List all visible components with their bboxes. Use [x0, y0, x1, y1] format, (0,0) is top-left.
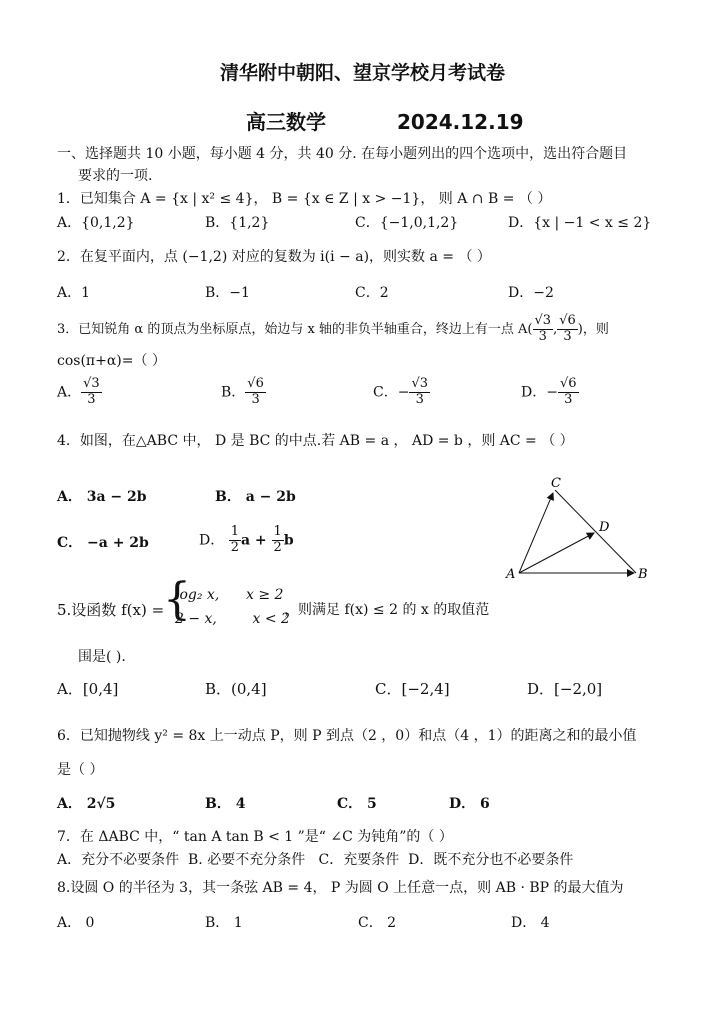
label-d: D: [599, 520, 610, 535]
q4-option-d-label: D．: [199, 532, 225, 549]
exam-subject: 高三数学: [246, 110, 326, 134]
exam-title: 清华附中朝阳、望京学校月考试卷: [220, 62, 506, 84]
q7-stem: 7．在 ΔABC 中，“ tan A tan B < 1 ”是“ ∠C 为钝角”的（ ）: [57, 829, 453, 845]
section-instruction-line2: 要求的一项.: [78, 168, 153, 184]
q3-stem-line1: 3．已知锐角 α 的顶点为坐标原点，始边与 x 轴的非负半轴重合，终边上有一点 A( $\frac{√3}{3}$ , $\frac{√6}{3}$ )，则: [57, 313, 609, 344]
q4-option-b: B． a − 2b: [215, 489, 296, 505]
q3-option-c-numerator: √3: [411, 376, 429, 391]
q3-stem-post: )，则: [577, 321, 609, 337]
q1-option-d: D．{x | −1 < x ≤ 2}: [508, 215, 652, 231]
q3-option-c-label: C．−: [373, 384, 410, 401]
q4-option-d-frac2-numerator: 1: [273, 524, 282, 539]
q5-option-d: D．[−2,0]: [527, 680, 603, 698]
q3-point-x: [533, 314, 554, 345]
q1-stem: 1．已知集合 A = {x | x² ≤ 4}， B = {x ∈ Z | x > −1}， 则 A ∩ B = （ ）: [57, 191, 552, 207]
q3-option-a-label: A．: [57, 384, 82, 401]
q3-option-b-value: [245, 377, 266, 408]
vector-ac: [519, 493, 553, 573]
q2-option-c: C．2: [355, 285, 389, 301]
q3-point-y-numerator: √6: [559, 313, 576, 328]
q3-option-c-value: [409, 377, 430, 408]
q3-option-c: [373, 377, 430, 408]
q7-options: A．充分不必要条件 B. 必要不充分条件 C．充要条件 D．既不充分也不必要条件: [57, 852, 574, 868]
label-b: B: [638, 567, 648, 582]
vector-ad: [519, 533, 594, 573]
q8-stem: 8.设圆 O 的半径为 3，其一条弦 AB = 4， P 为圆 O 上任意一点，则 AB · BP 的最大值为: [57, 880, 624, 896]
label-a: A: [506, 567, 516, 582]
q3-point-x-denominator: 3: [538, 328, 547, 344]
q5-post: ，则满足 f(x) ≤ 2 的 x 的取值范: [284, 602, 490, 618]
q2-option-d: D．−2: [508, 285, 554, 301]
q1-option-c: C．{−1,0,1,2}: [355, 215, 459, 231]
q3-option-d-label: D．−: [521, 384, 558, 401]
q3-point-y-denominator: 3: [563, 328, 572, 344]
q8-option-c: C． 2: [358, 915, 397, 931]
label-c: C: [551, 476, 561, 491]
q3-option-d-numerator: √6: [559, 376, 577, 391]
q4-option-d-frac2: [272, 525, 284, 556]
q4-stem: 4．如图，在△ABC 中， D 是 BC 的中点.若 AB = a ， AD = b ，则 AC = （ ）: [57, 433, 574, 449]
q5-brace: {: [163, 574, 191, 625]
q5-pre: 5.设函数 f(x) =: [57, 601, 165, 619]
q5-case2: 2 − x, x < 2: [175, 611, 290, 627]
q3-option-a-value: [81, 377, 102, 408]
q4-option-d-middle: a +: [240, 532, 272, 549]
q6-option-a: A． 2√5: [57, 796, 116, 812]
q3-option-d-denominator: 3: [564, 391, 573, 407]
q4-option-d: [199, 525, 294, 556]
q6-option-d: D． 6: [449, 796, 490, 812]
q5-line2: 围是( ).: [78, 649, 126, 665]
q4-option-d-tail: b: [283, 532, 294, 549]
q6-option-b: B． 4: [205, 796, 246, 812]
q3-point-x-numerator: √3: [534, 313, 552, 328]
q3-option-d: [521, 377, 579, 408]
q2-option-b: B．−1: [205, 285, 250, 301]
q4-option-d-frac1-numerator: 1: [230, 524, 239, 539]
q5-option-b: B．(0,4]: [205, 680, 267, 698]
q6-stem-line2: 是（ ）: [57, 762, 104, 778]
q3-point-y: [557, 314, 578, 345]
q5-case1: log₂ x, x ≥ 2: [175, 587, 284, 603]
q8-option-d: D． 4: [511, 915, 550, 931]
q2-option-a: A．1: [57, 285, 91, 301]
q5-option-c: C．[−2,4]: [375, 680, 450, 698]
q1-option-a: A．{0,1,2}: [57, 215, 135, 231]
q5-option-a: A．[0,4]: [57, 680, 119, 698]
q4-option-d-frac2-denominator: 2: [273, 539, 282, 555]
q1-option-b: B．{1,2}: [205, 215, 270, 231]
section-instruction-line1: 一、选择题共 10 小题，每小题 4 分，共 40 分. 在每小题列出的四个选项中，选出符合题目: [57, 146, 628, 162]
q2-stem: 2．在复平面内，点 (−1,2) 对应的复数为 i(i − a)，则实数 a = （ ）: [57, 249, 491, 265]
q8-option-b: B． 1: [205, 915, 243, 931]
q4-option-d-frac1: [229, 525, 241, 556]
q6-option-c: C． 5: [337, 796, 377, 812]
q6-stem-line1: 6．已知抛物线 y² = 8x 上一动点 P，则 P 到点（2 ，0）和点（4 ，1）的距离之和的最小值: [57, 728, 637, 744]
q5-piecewise: [163, 574, 290, 634]
q3-option-c-denominator: 3: [415, 391, 424, 407]
q3-option-a-denominator: 3: [87, 391, 96, 407]
q3-stem-line2: cos(π+α)=（ ）: [57, 353, 166, 369]
q4-triangle-svg: [500, 474, 660, 586]
segment-cb: [555, 490, 636, 573]
q3-option-a-numerator: √3: [83, 376, 100, 391]
q3-option-b-denominator: 3: [251, 391, 260, 407]
q4-option-c: C． −a + 2b: [57, 535, 149, 551]
exam-date: 2024.12.19: [397, 110, 524, 134]
q3-option-b: [221, 377, 266, 408]
q4-triangle-figure: [500, 474, 660, 586]
q4-option-d-frac1-denominator: 2: [230, 539, 239, 555]
q3-option-a: [57, 377, 102, 408]
q3-stem-pre: 3．已知锐角 α 的顶点为坐标原点，始边与 x 轴的非负半轴重合，终边上有一点 A(: [57, 321, 533, 337]
q3-option-b-numerator: √6: [247, 376, 264, 391]
q4-option-a: A． 3a − 2b: [57, 489, 147, 505]
q3-option-d-value: [558, 377, 579, 408]
q8-option-a: A． 0: [57, 915, 95, 931]
q3-option-b-label: B．: [221, 384, 246, 401]
